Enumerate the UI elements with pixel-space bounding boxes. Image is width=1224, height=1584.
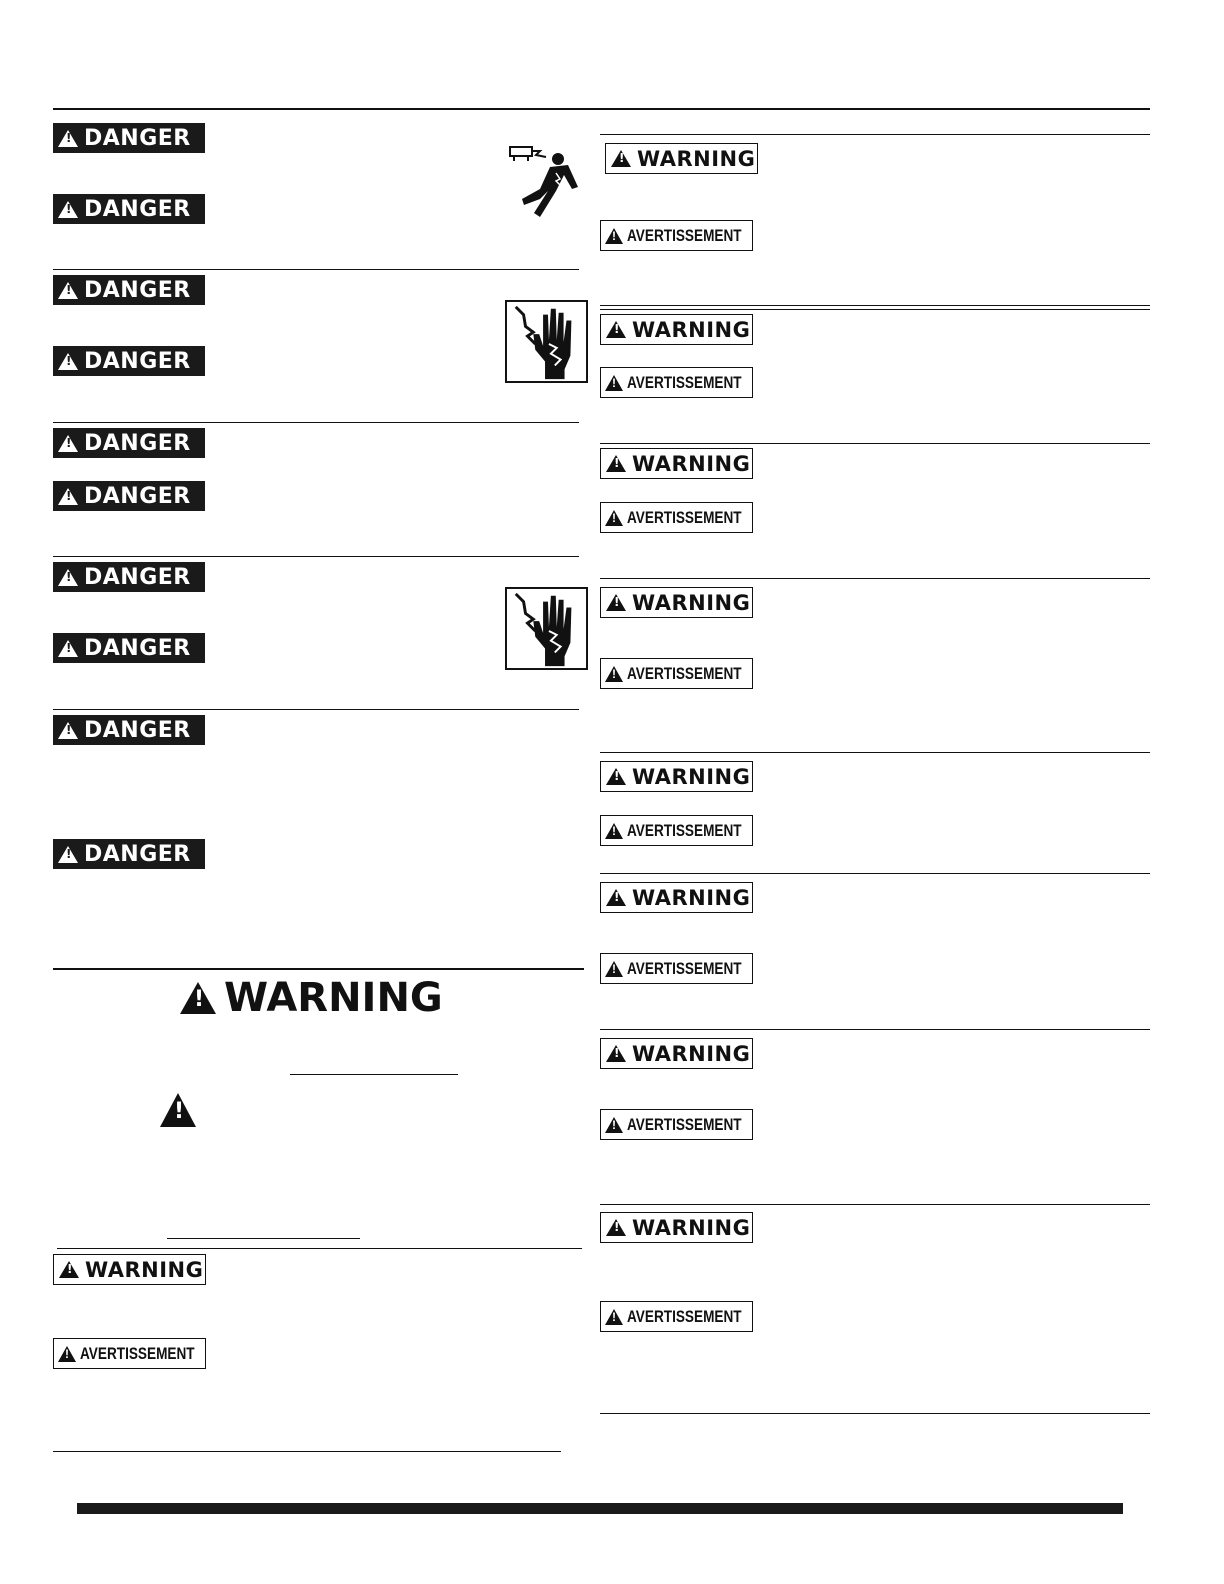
warning-label: ! WARNING [605, 143, 758, 174]
underline [290, 1074, 458, 1075]
avertissement-label: ! AVERTISSEMENT [600, 502, 753, 533]
warning-label: ! WARNING [600, 882, 753, 913]
warning-label: ! WARNING [600, 761, 753, 792]
warning-triangle-icon [180, 982, 216, 1014]
section-rule [53, 968, 584, 970]
warning-triangle-icon [611, 150, 631, 167]
warning-triangle-icon [58, 846, 78, 863]
section-rule [600, 752, 1150, 753]
warning-triangle-icon [605, 510, 623, 526]
avertissement-label: ! AVERTISSEMENT [600, 815, 753, 846]
warning-label: ! WARNING [600, 314, 753, 345]
section-rule [53, 1451, 561, 1452]
warning-label: ! WARNING [53, 1254, 206, 1285]
avertissement-label: ! AVERTISSEMENT [600, 220, 753, 251]
electric-shock-hand-icon [505, 587, 588, 670]
warning-triangle-icon [606, 455, 626, 472]
electric-shock-hand-icon [505, 300, 588, 383]
warning-triangle-icon [58, 282, 78, 299]
danger-label: ! DANGER [53, 715, 205, 745]
warning-triangle-icon [606, 594, 626, 611]
avertissement-label: ! AVERTISSEMENT [600, 658, 753, 689]
section-rule [53, 556, 579, 557]
warning-triangle-icon [160, 1093, 196, 1127]
warning-triangle-icon [606, 1045, 626, 1062]
warning-triangle-icon [606, 768, 626, 785]
warning-triangle-icon [605, 666, 623, 682]
avertissement-label: ! AVERTISSEMENT [600, 1109, 753, 1140]
warning-label: ! WARNING [600, 448, 753, 479]
warning-heading: ! WARNING [180, 975, 443, 1021]
section-rule [600, 1413, 1150, 1414]
danger-label: ! DANGER [53, 346, 205, 376]
avertissement-label: ! AVERTISSEMENT [600, 953, 753, 984]
warning-triangle-icon [58, 640, 78, 657]
section-rule [53, 269, 579, 270]
avertissement-label: ! AVERTISSEMENT [53, 1338, 206, 1369]
danger-label: ! DANGER [53, 562, 205, 592]
danger-label: ! DANGER [53, 633, 205, 663]
section-rule [600, 1029, 1150, 1030]
warning-triangle-icon [605, 375, 623, 391]
danger-label: ! DANGER [53, 481, 205, 511]
warning-triangle-icon [606, 321, 626, 338]
warning-triangle-icon [605, 823, 623, 839]
warning-label: ! WARNING [600, 1038, 753, 1069]
warning-triangle-icon [605, 1117, 623, 1133]
danger-label: ! DANGER [53, 194, 205, 224]
warning-triangle-icon [58, 130, 78, 147]
electrocution-person-icon [506, 143, 586, 221]
warning-triangle-icon [605, 228, 623, 244]
warning-triangle-icon [605, 1309, 623, 1325]
warning-triangle-icon [58, 435, 78, 452]
warning-triangle-icon [605, 961, 623, 977]
section-rule [600, 578, 1150, 579]
danger-label: ! DANGER [53, 428, 205, 458]
warning-label: ! WARNING [600, 587, 753, 618]
section-rule [53, 709, 579, 710]
danger-label: ! DANGER [53, 275, 205, 305]
section-rule [600, 309, 1150, 310]
section-rule [600, 305, 1150, 306]
top-rule [53, 108, 1150, 110]
warning-triangle-icon [58, 488, 78, 505]
warning-triangle-icon [58, 569, 78, 586]
warning-triangle-icon [58, 722, 78, 739]
danger-label: ! DANGER [53, 123, 205, 153]
warning-triangle-icon [59, 1261, 79, 1278]
danger-label: ! DANGER [53, 839, 205, 869]
footer-bar [77, 1503, 1123, 1514]
warning-triangle-icon [58, 1346, 76, 1362]
warning-label: ! WARNING [600, 1212, 753, 1243]
section-rule [600, 134, 1150, 135]
underline [167, 1238, 360, 1239]
avertissement-label: ! AVERTISSEMENT [600, 367, 753, 398]
section-rule [600, 443, 1150, 444]
section-rule [600, 873, 1150, 874]
section-rule [600, 1204, 1150, 1205]
section-rule [57, 1248, 582, 1249]
section-rule [53, 422, 579, 423]
warning-triangle-icon [606, 889, 626, 906]
warning-triangle-icon [58, 201, 78, 218]
warning-triangle-icon [606, 1219, 626, 1236]
avertissement-label: ! AVERTISSEMENT [600, 1301, 753, 1332]
warning-triangle-icon [58, 353, 78, 370]
